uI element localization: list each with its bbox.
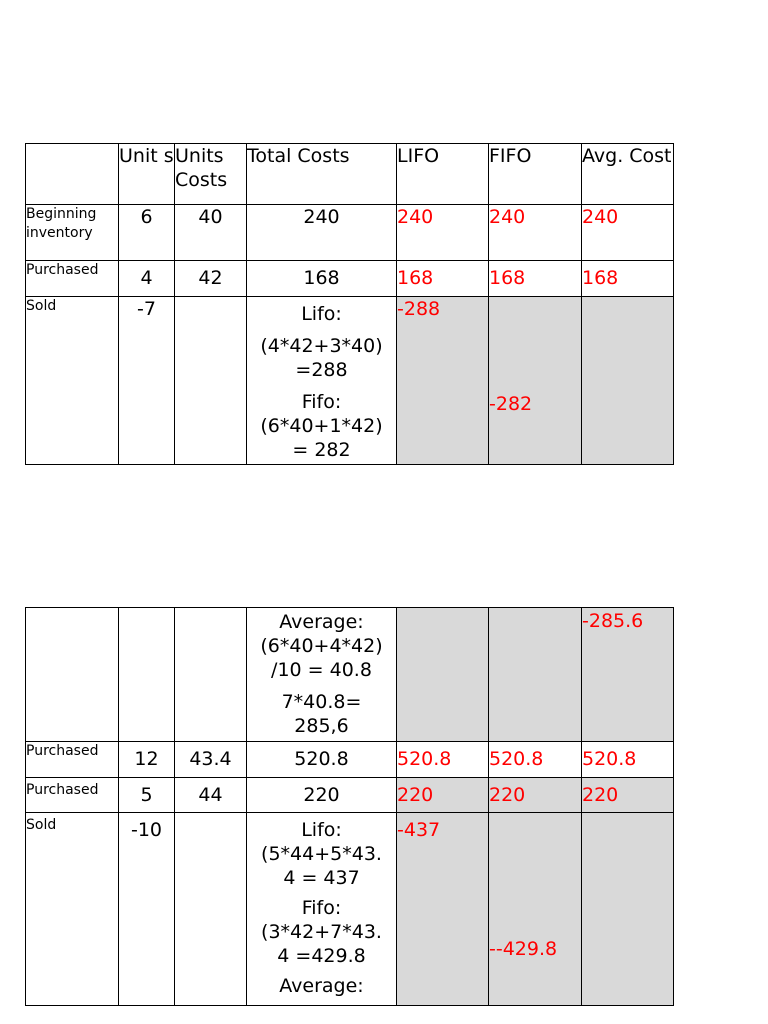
inventory-table-2 bbox=[25, 607, 674, 1006]
calc-line: (4*42+3*40) bbox=[260, 335, 383, 357]
calc-line: (5*44+5*43. bbox=[261, 843, 382, 865]
total-costs-cell: 168 bbox=[247, 261, 397, 297]
calc-line: (6*40+1*42) bbox=[260, 415, 383, 437]
header-units-costs: Units Costs bbox=[175, 144, 247, 205]
fifo-cell: 520.8 bbox=[489, 742, 582, 778]
calc-line: 4 =429.8 bbox=[277, 945, 366, 967]
fifo-cell: 168 bbox=[489, 261, 582, 297]
total-costs-cell: 240 bbox=[247, 205, 397, 261]
total-costs-calc-cell bbox=[247, 813, 397, 1006]
row-label bbox=[26, 608, 119, 742]
row-label: Sold bbox=[26, 297, 119, 465]
units-costs-cell: 42 bbox=[175, 261, 247, 297]
calc-line: =288 bbox=[295, 359, 348, 381]
units-costs-cell: 44 bbox=[175, 778, 247, 813]
units-cell: -7 bbox=[119, 297, 175, 465]
total-costs-cell: 520.8 bbox=[247, 742, 397, 778]
avg-cost-cell: 520.8 bbox=[582, 742, 674, 778]
calc-line: 4 = 437 bbox=[283, 867, 360, 889]
calc-line: Lifo: bbox=[301, 819, 342, 841]
calc-line: Lifo: bbox=[301, 303, 342, 325]
table-row bbox=[26, 608, 674, 742]
table-row bbox=[26, 297, 674, 465]
lifo-cell: -437 bbox=[397, 813, 489, 1006]
units-cell: -10 bbox=[119, 813, 175, 1006]
calc-line: Average: bbox=[279, 611, 364, 633]
lifo-cell: 220 bbox=[397, 778, 489, 813]
row-label: Purchased bbox=[26, 261, 119, 297]
row-label: Purchased bbox=[26, 778, 119, 813]
table-row bbox=[26, 205, 674, 261]
total-costs-cell: 220 bbox=[247, 778, 397, 813]
calc-line: 285,6 bbox=[294, 715, 349, 737]
header-lifo: LIFO bbox=[397, 144, 489, 205]
table-header-row bbox=[26, 144, 674, 205]
calc-line: (6*40+4*42) bbox=[260, 635, 383, 657]
lifo-cell: -288 bbox=[397, 297, 489, 465]
units-cell: 12 bbox=[119, 742, 175, 778]
lifo-cell: 520.8 bbox=[397, 742, 489, 778]
avg-cost-cell: 240 bbox=[582, 205, 674, 261]
avg-cost-cell: -285.6 bbox=[582, 608, 674, 742]
header-units: Unit s bbox=[119, 144, 175, 205]
row-label: Purchased bbox=[26, 742, 119, 778]
fifo-cell: -282 bbox=[489, 297, 582, 465]
units-cell: 5 bbox=[119, 778, 175, 813]
header-total-costs: Total Costs bbox=[247, 144, 397, 205]
calc-line: 7*40.8= bbox=[281, 691, 362, 713]
fifo-cell: --429.8 bbox=[489, 813, 582, 1006]
header-fifo: FIFO bbox=[489, 144, 582, 205]
lifo-cell: 240 bbox=[397, 205, 489, 261]
units-costs-cell bbox=[175, 297, 247, 465]
calc-line: Fifo: bbox=[301, 391, 342, 413]
row-label: Sold bbox=[26, 813, 119, 1006]
units-cell: 6 bbox=[119, 205, 175, 261]
total-costs-calc-cell bbox=[247, 297, 397, 465]
fifo-cell: 240 bbox=[489, 205, 582, 261]
table-row bbox=[26, 778, 674, 813]
calc-line: Average: bbox=[279, 975, 364, 997]
table-row bbox=[26, 813, 674, 1006]
units-costs-cell: 40 bbox=[175, 205, 247, 261]
calc-line: = 282 bbox=[292, 439, 351, 461]
header-avg-cost: Avg. Cost bbox=[582, 144, 674, 205]
table-row bbox=[26, 261, 674, 297]
fifo-cell bbox=[489, 608, 582, 742]
table-row bbox=[26, 742, 674, 778]
lifo-cell: 168 bbox=[397, 261, 489, 297]
calc-line: /10 = 40.8 bbox=[271, 659, 372, 681]
avg-cost-cell: 168 bbox=[582, 261, 674, 297]
header-blank bbox=[26, 144, 119, 205]
units-costs-cell bbox=[175, 608, 247, 742]
total-costs-calc-cell bbox=[247, 608, 397, 742]
units-cell bbox=[119, 608, 175, 742]
units-costs-cell bbox=[175, 813, 247, 1006]
avg-cost-cell bbox=[582, 813, 674, 1006]
fifo-cell: 220 bbox=[489, 778, 582, 813]
lifo-cell bbox=[397, 608, 489, 742]
calc-line: Fifo: bbox=[301, 897, 342, 919]
avg-cost-cell bbox=[582, 297, 674, 465]
inventory-table-1 bbox=[25, 143, 674, 465]
avg-cost-cell: 220 bbox=[582, 778, 674, 813]
row-label: Beginning inventory bbox=[26, 205, 119, 261]
units-costs-cell: 43.4 bbox=[175, 742, 247, 778]
calc-line: (3*42+7*43. bbox=[261, 921, 382, 943]
units-cell: 4 bbox=[119, 261, 175, 297]
